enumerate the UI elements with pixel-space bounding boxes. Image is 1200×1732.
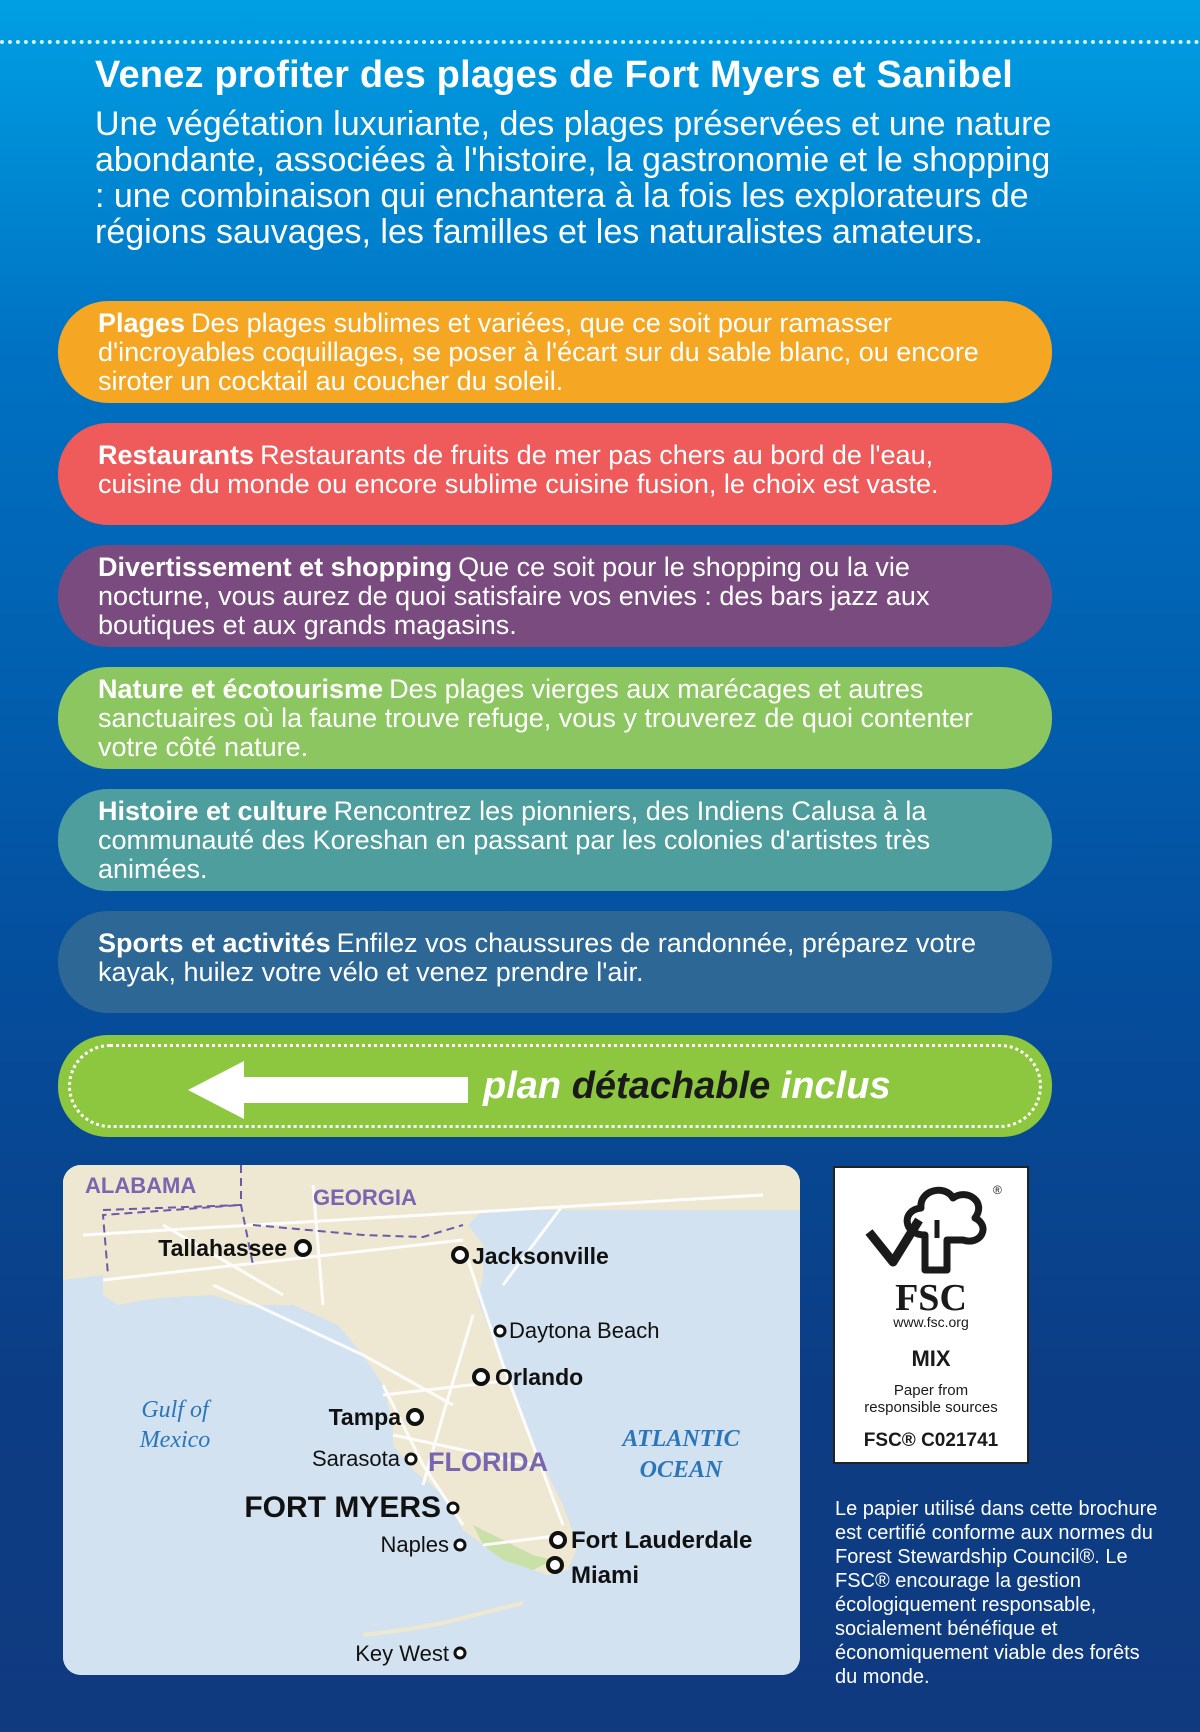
category-text: Des plages vierges aux marécages et autres sanctuaires où la faune trouve refuge, vous y trouverez de quoi contenter votre côté nature. [98, 674, 974, 762]
category-text: Enfilez vos chaussures de randonnée, préparez votre kayak, huilez votre vélo et venez prendre l'air. [98, 928, 976, 987]
city-marker-orlando [474, 1370, 488, 1384]
city-marker-tampa [408, 1410, 422, 1424]
state-label-georgia: GEORGIA [313, 1185, 417, 1210]
fsc-tree-check-icon [863, 1180, 1003, 1276]
water-label-gulf-2: Mexico [139, 1427, 211, 1453]
banner-text [483, 1065, 891, 1108]
city-marker-fort-myers [448, 1503, 458, 1513]
city-label-tampa: Tampa [328, 1404, 401, 1430]
category-sports [58, 911, 1052, 1013]
category-text: Rencontrez les pionniers, des Indiens Calusa à la communauté des Koreshan en passant par les colonies d'artistes très animées. [98, 796, 931, 884]
banner-word-detachable: détachable [571, 1065, 771, 1107]
fsc-certification-box [833, 1166, 1029, 1464]
water-label-gulf-1: Gulf of [141, 1397, 209, 1423]
city-marker-daytona [495, 1326, 505, 1336]
city-marker-key-west [455, 1648, 465, 1658]
state-label-florida: FLORIDA [428, 1447, 548, 1477]
category-label: Sports et activités [98, 928, 331, 958]
category-text: Restaurants de fruits de mer pas chers au bord de l'eau, cuisine du monde ou encore sublime cuisine fusion, le choix est vaste. [98, 440, 939, 499]
city-label-tallahassee: Tallahassee [158, 1235, 287, 1261]
arrow-left-icon [188, 1061, 468, 1119]
city-marker-naples [455, 1540, 465, 1550]
city-label-sarasota: Sarasota [311, 1446, 400, 1471]
detachable-map-banner [58, 1035, 1052, 1137]
city-marker-miami [548, 1558, 562, 1572]
city-marker-jacksonville [453, 1248, 467, 1262]
city-marker-sarasota [406, 1454, 416, 1464]
water-label-atlantic-2: OCEAN [639, 1457, 723, 1483]
city-label-orlando: Orlando [495, 1364, 584, 1390]
city-marker-tallahassee [296, 1241, 310, 1255]
category-histoire [58, 789, 1052, 891]
city-label-fort-lauderdale: Fort Lauderdale [571, 1527, 753, 1554]
svg-text:®: ® [993, 1183, 1002, 1197]
fsc-code: FSC® C021741 [863, 1430, 999, 1451]
category-label: Restaurants [98, 440, 255, 470]
category-label: Plages [98, 308, 186, 338]
intro-text: Une végétation luxuriante, des plages préservées et une nature abondante, associées à l'histoire, la gastronomie et le shopping : une combinaison qui enchantera à la fois les explorateurs de régions sauvages, les familles et les naturalistes amateurs. [95, 105, 1052, 251]
state-label-alabama: ALABAMA [85, 1173, 197, 1198]
category-text: Des plages sublimes et variées, que ce soit pour ramasser d'incroyables coquillages, se poser à l'écart sur du sable blanc, ou encore siroter un cocktail au coucher du soleil. [98, 308, 979, 396]
city-label-jacksonville: Jacksonville [472, 1243, 609, 1269]
city-label-naples: Naples [380, 1532, 449, 1557]
fsc-note: Le papier utilisé dans cette brochure est certifié conforme aux normes du Forest Stewardship Council®. Le FSC® encourage la gestion écologiquement responsable, socialement bénéfique et économiquement viable des forêts du monde. [835, 1498, 1158, 1688]
florida-map [63, 1165, 800, 1675]
category-label: Divertissement et shopping [98, 552, 453, 582]
fsc-name: FSC [895, 1277, 967, 1319]
category-plages [58, 301, 1052, 403]
water-label-atlantic-1: ATLANTIC [622, 1426, 740, 1452]
category-label: Histoire et culture [98, 796, 328, 826]
banner-word-inclus: inclus [780, 1065, 891, 1107]
page-title: Venez profiter des plages de Fort Myers et Sanibel [95, 54, 1014, 96]
city-label-daytona: Daytona Beach [509, 1318, 660, 1343]
category-text: Que ce soit pour le shopping ou la vie nocturne, vous aurez de quoi satisfaire vos envies : des bars jazz aux boutiques et aux grands magasins. [98, 552, 930, 640]
fsc-url: www.fsc.org [893, 1314, 969, 1330]
florida-map-graphic [63, 1165, 800, 1675]
city-label-miami: Miami [571, 1562, 640, 1589]
dotted-divider [0, 40, 1200, 44]
city-label-fort-myers: FORT MYERS [244, 1491, 441, 1524]
category-divertissement [58, 545, 1052, 647]
banner-word-plan: plan [483, 1065, 562, 1107]
fsc-paper-line1: Paper from [893, 1382, 969, 1399]
category-restaurants [58, 423, 1052, 525]
city-label-key-west: Key West [355, 1641, 449, 1666]
city-marker-fort-lauderdale [551, 1533, 565, 1547]
category-nature [58, 667, 1052, 769]
category-label: Nature et écotourisme [98, 674, 384, 704]
fsc-mix: MIX [911, 1346, 951, 1371]
fsc-paper-line2: responsible sources [864, 1399, 998, 1416]
fsc-paper [835, 1382, 1027, 1416]
